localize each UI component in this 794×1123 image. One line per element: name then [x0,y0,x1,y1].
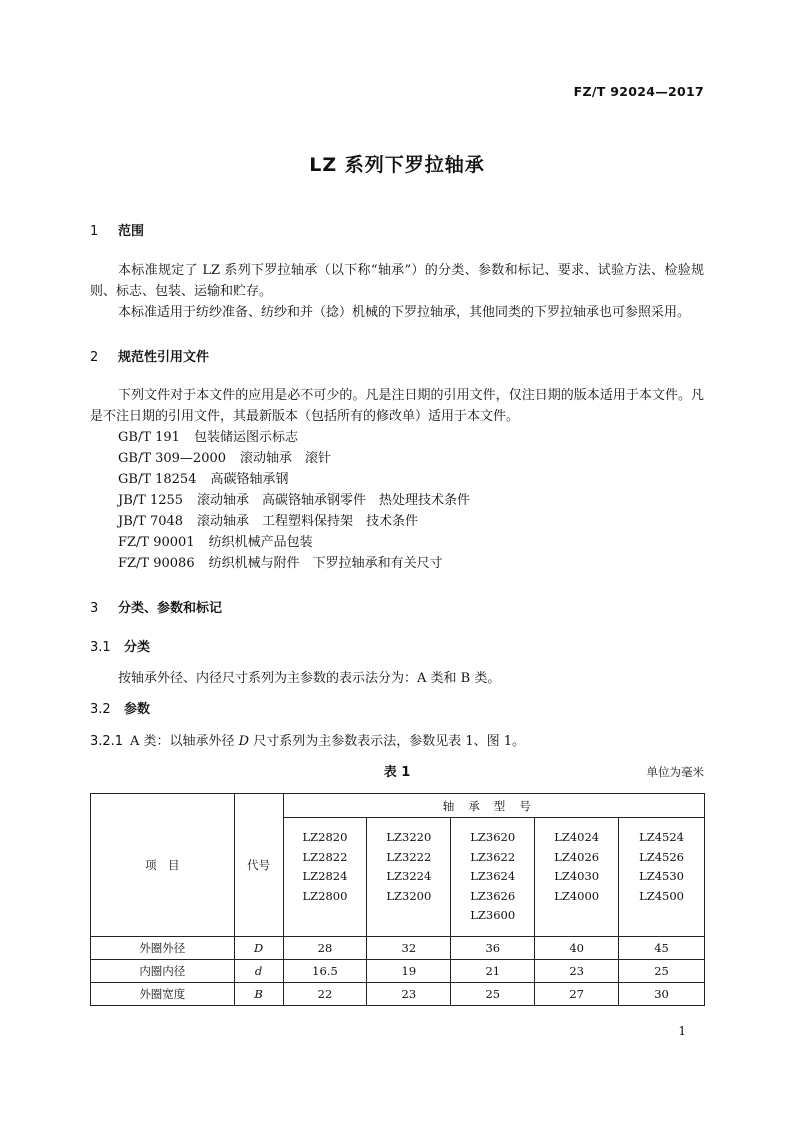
table-caption: 表 1 [383,765,411,780]
reference-code: GB/T 191 [118,430,180,445]
model-code: LZ4526 [639,849,684,864]
reference-code: GB/T 309—2000 [118,451,227,466]
row-item-label: 外圈宽度 [91,983,235,1006]
model-code: LZ3222 [386,849,432,864]
table-row [91,937,705,960]
model-list-cell [535,818,619,937]
model-code: LZ2800 [302,888,348,903]
table-cell: 25 [619,960,705,983]
model-code: LZ3224 [386,869,432,883]
item-column-header: 项 目 [91,794,235,937]
clause-variable: D [238,734,250,749]
subsection-3-2-heading [90,698,150,717]
document-title: LZ 系列下罗拉轴承 [309,154,485,176]
table-cell: 32 [367,937,451,960]
model-code: LZ4030 [554,869,600,883]
clause-text-before: A 类：以轴承外径 [130,734,239,749]
table-cell: 25 [451,983,535,1006]
subsection-number: 3.2 [90,702,111,717]
model-code: LZ4024 [554,830,600,844]
reference-title: 滚动轴承 高碳铬轴承钢零件 热处理技术条件 [197,493,471,508]
table-cell: 23 [535,960,619,983]
table-cell: 28 [283,937,367,960]
model-code: LZ4524 [639,830,684,844]
reference-code: GB/T 18254 [118,472,197,487]
section-title: 范围 [118,224,145,239]
section-3-heading [90,597,222,616]
section-1-heading [90,220,144,239]
section-2-heading [90,346,209,365]
model-code: LZ4530 [639,869,684,883]
table-row [91,960,705,983]
symbol-variable: D [253,941,264,955]
table-cell: 23 [367,983,451,1006]
row-item-label: 内圈内径 [91,960,235,983]
section-number: 3 [90,601,99,616]
reference-item [118,469,470,490]
bearing-model-group-header: 轴承型号 [283,794,704,818]
table-row [91,983,705,1006]
section-1-paragraph-1: 本标准规定了 LZ 系列下罗拉轴承（以下称“轴承”）的分类、参数和标记、要求、试验方法、检验规则、标志、包装、运输和贮存。 [90,263,704,299]
model-code: LZ4000 [554,888,600,903]
reference-item [118,511,470,532]
table-header-row [91,794,705,818]
reference-item [118,448,470,469]
model-code: LZ3620 [470,830,516,844]
section-title: 规范性引用文件 [118,350,210,365]
model-code: LZ3626 [470,888,516,903]
clause-number: 3.2.1 [90,734,124,749]
table-cell: 30 [619,983,705,1006]
reference-list [118,427,470,574]
reference-item [118,553,470,574]
subsection-title: 分类 [124,640,151,655]
model-code: LZ2822 [302,849,348,864]
model-list-cell [451,818,535,937]
table-cell: 27 [535,983,619,1006]
reference-item [118,490,470,511]
model-code: LZ3200 [386,888,432,903]
page-number: 1 [678,1024,686,1038]
row-symbol [234,983,283,1006]
section-number: 1 [90,224,99,239]
model-code: LZ4500 [639,888,684,903]
reference-title: 滚动轴承 工程塑料保持架 技术条件 [197,514,419,529]
section-title: 分类、参数和标记 [118,601,223,616]
table-cell: 36 [451,937,535,960]
section-2-paragraph: 下列文件对于本文件的应用是必不可少的。凡是注日期的引用文件，仅注日期的版本适用于本文件。凡是不注日期的引用文件，其最新版本（包括所有的修改单）适用于本文件。 [90,388,704,424]
bearing-parameter-table [90,793,705,1006]
model-code: LZ3220 [386,830,432,844]
row-item-label: 外圈外径 [91,937,235,960]
table-cell: 40 [535,937,619,960]
model-list-cell [619,818,705,937]
reference-item [118,427,470,448]
subsection-title: 参数 [124,702,151,717]
model-code: LZ3624 [470,869,516,883]
table-unit-note: 单位为毫米 [646,765,704,779]
table-cell: 16.5 [283,960,367,983]
row-symbol [234,937,283,960]
reference-item [118,532,470,553]
table-cell: 45 [619,937,705,960]
subsection-number: 3.1 [90,640,111,655]
subsection-3-1-heading [90,636,150,655]
model-code: LZ2820 [302,830,348,844]
subsection-3-1-text: 按轴承外径、内径尺寸系列为主参数的表示法分为：A 类和 B 类。 [118,671,501,686]
reference-code: FZ/T 90001 [118,535,195,550]
reference-title: 包装储运图示标志 [193,430,298,445]
table-cell: 19 [367,960,451,983]
table-cell: 21 [451,960,535,983]
row-symbol [234,960,283,983]
symbol-variable: d [254,964,263,978]
section-number: 2 [90,350,99,365]
symbol-column-header: 代号 [234,794,283,937]
reference-title: 高碳铬轴承钢 [210,472,289,487]
reference-title: 纺织机械产品包装 [208,535,313,550]
reference-title: 纺织机械与附件 下罗拉轴承和有关尺寸 [208,556,443,571]
standard-number: FZ/T 92024—2017 [573,84,704,99]
symbol-variable: B [254,987,263,1001]
table-cell: 22 [283,983,367,1006]
clause-3-2-1 [90,730,525,749]
reference-code: JB/T 7048 [118,514,184,529]
model-code: LZ3622 [470,849,516,864]
reference-code: FZ/T 90086 [118,556,195,571]
reference-title: 滚动轴承 滚针 [240,451,332,466]
model-list-cell [283,818,367,937]
reference-code: JB/T 1255 [118,493,184,508]
model-code: LZ4026 [554,849,600,864]
model-list-cell [367,818,451,937]
section-1-paragraph-2: 本标准适用于纺纱准备、纺纱和并（捻）机械的下罗拉轴承，其他同类的下罗拉轴承也可参照采用。 [118,305,691,320]
model-code: LZ2824 [302,869,348,883]
clause-text-after: 尺寸系列为主参数表示法，参数见表 1、图 1。 [249,734,526,749]
model-code: LZ3600 [470,908,516,922]
